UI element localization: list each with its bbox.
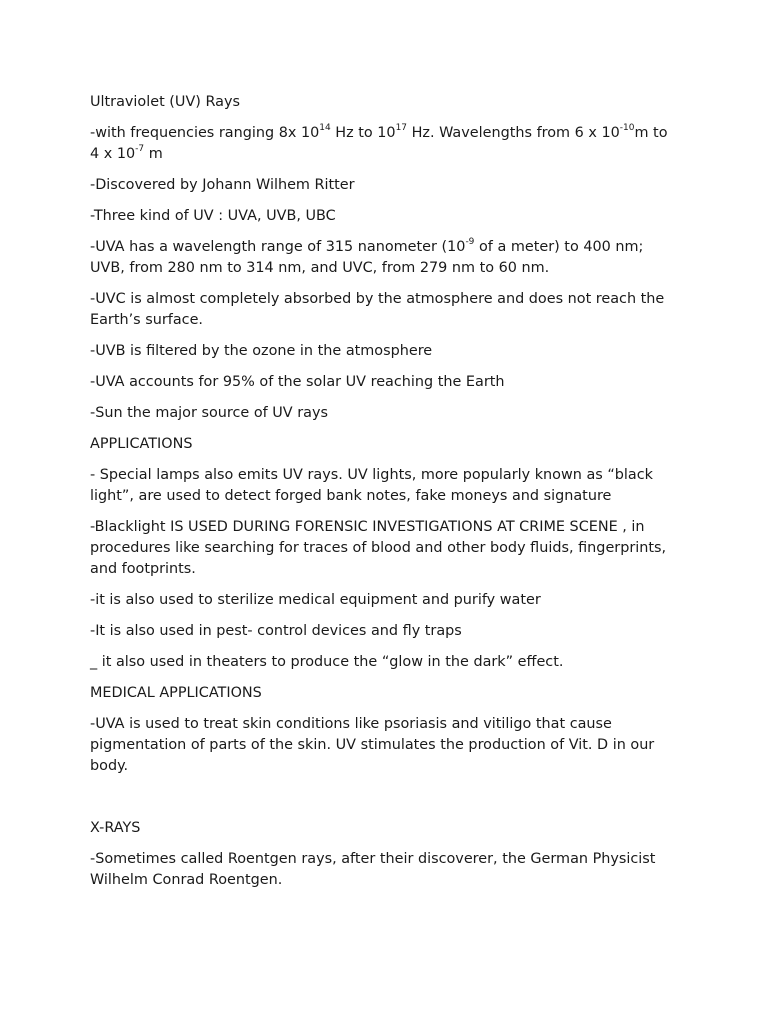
freq-text-3: Hz. Wavelengths from 6 x 10 [407,125,620,141]
freq-text-1: -with frequencies ranging 8x 10 [90,125,320,141]
theaters-paragraph: _ it also used in theaters to produce the “glow in the dark” effect. [90,654,564,670]
uva-treat-paragraph: -UVA is used to treat skin conditions like psoriasis and vitiligo that cause pigmentation of parts of the skin. UV stimulates the production of Vit. D in our body. [90,716,655,774]
uva-range-paragraph [90,237,678,279]
uva-accounts-paragraph: -UVA accounts for 95% of the solar UV reaching the Earth [90,374,505,390]
uvc-absorbed-paragraph: -UVC is almost completely absorbed by the atmosphere and does not reach the Earth’s surface. [90,291,665,328]
sterilize-paragraph: -it is also used to sterilize medical equipment and purify water [90,592,541,608]
freq-exponent-2: 17 [395,123,408,134]
freq-text-4: m to 4 x 10 [90,125,668,162]
freq-exponent-4: -7 [135,144,145,155]
uv-title: Ultraviolet (UV) Rays [90,94,240,110]
discovered-paragraph: -Discovered by Johann Wilhem Ritter [90,177,355,193]
uvb-filtered-paragraph: -UVB is filtered by the ozone in the atmosphere [90,343,433,359]
roentgen-paragraph: -Sometimes called Roentgen rays, after their discoverer, the German Physicist Wilhelm Conrad Roentgen. [90,851,656,888]
lamps-paragraph: - Special lamps also emits UV rays. UV lights, more popularly known as “black light”, are used to detect forged bank notes, fake moneys and signature [90,467,653,504]
kinds-paragraph: -Three kind of UV : UVA, UVB, UBC [90,208,336,224]
frequency-paragraph [90,123,678,165]
uva-range-text-1: -UVA has a wavelength range of 315 nanometer (10 [90,239,466,255]
pest-paragraph: -It is also used in pest- control devices and fly traps [90,623,462,639]
sun-source-paragraph: -Sun the major source of UV rays [90,405,328,421]
uva-range-exponent: -9 [465,237,475,248]
freq-exponent-1: 14 [319,123,331,134]
freq-text-5: m [144,146,163,162]
document-body [90,92,678,901]
freq-exponent-3: -10 [619,123,635,134]
uva-range-text-2: of a meter) to 400 nm; UVB, from 280 nm to 314 nm, and UVC, from 279 nm to 60 nm. [90,239,644,276]
medical-applications-heading: MEDICAL APPLICATIONS [90,685,262,701]
blacklight-paragraph: -Blacklight IS USED DURING FORENSIC INVESTIGATIONS AT CRIME SCENE , in procedures like searching for traces of blood and other body fluids, fingerprints, and footprints. [90,519,667,577]
freq-text-2: Hz to 10 [330,125,396,141]
xrays-heading: X-RAYS [90,820,141,836]
applications-heading: APPLICATIONS [90,436,193,452]
blank-line [90,787,678,808]
